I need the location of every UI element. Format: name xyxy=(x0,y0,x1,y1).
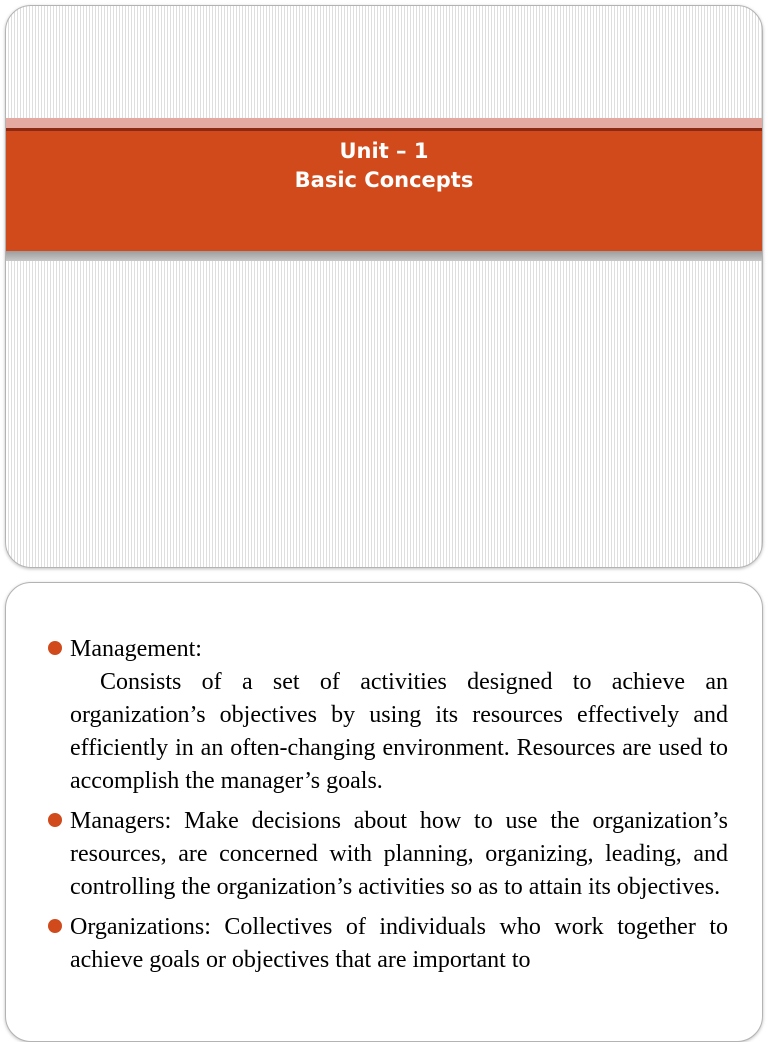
bullet-item-managers xyxy=(70,805,728,904)
slide-title xyxy=(6,137,762,195)
bullet-list xyxy=(70,633,728,984)
bullet-item-organizations xyxy=(70,911,728,977)
bullet-item-management xyxy=(70,633,728,798)
management-heading: Management: xyxy=(70,636,202,662)
bullet-dot-icon xyxy=(48,641,62,655)
managers-definition: Managers: Make decisions about how to use the organization’s resources, are concerned with planning, organizing, leading, and controlling the organization’s activities so as to attain its objectives. xyxy=(70,808,728,900)
bullet-dot-icon xyxy=(48,919,62,933)
title-slide xyxy=(5,5,763,568)
slide-title-line-2: Basic Concepts xyxy=(294,168,474,192)
bullet-dot-icon xyxy=(48,813,62,827)
title-band-shadow-stripe xyxy=(6,251,762,261)
title-band-top-stripe xyxy=(6,118,762,128)
organizations-definition: Organizations: Collectives of individuals who work together to achieve goals or objectives that are important to xyxy=(70,914,728,973)
content-slide xyxy=(5,582,763,1042)
management-definition: Consists of a set of activities designed to achieve an organization’s objectives by using its resources effectively and efficiently in an often-changing environment. Resources are used to accomplish the manager’s goals. xyxy=(70,669,728,794)
slide-title-line-1: Unit – 1 xyxy=(339,139,429,163)
